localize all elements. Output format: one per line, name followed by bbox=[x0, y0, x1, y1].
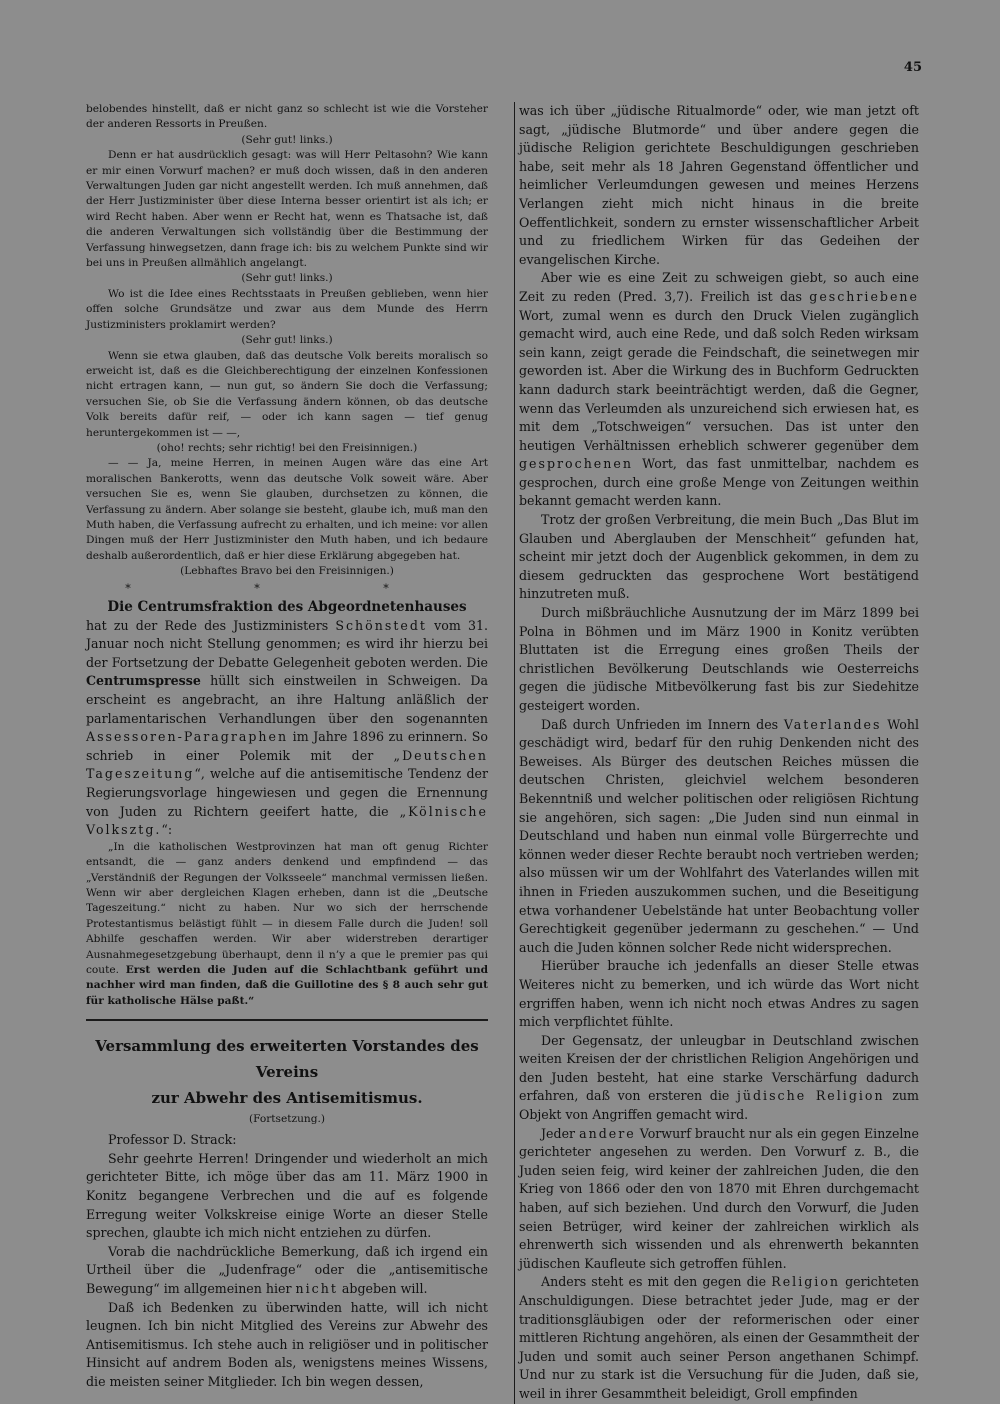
paragraph: Daß durch Unfrieden im Innern des Vaterlandes Wohl geschädigt wird, bedarf für den ruhig Denkenden nicht des Beweises. Als Bürger des deutschen Reiches müssen die deutschen Christen, gleichviel welchem besonderen Bekenntniß und welcher politischen oder religiösen Richtung sie angehören, sich sagen: „Die Juden sind nun einmal in Deutschland und haben nun einmal volle Bürgerrechte und können weder dieser Rechte beraubt noch vertrieben werden; also müssen wir um der Wohlfahrt des Vaterlandes willen mit ihnen in Frieden auszukommen suchen, und die Beseitigung etwa vorhandener Uebelstände hat unter Beobachtung voller Gerechtigkeit gegenüber jedermann zu geschehen.“ — Und auch die Juden können solcher Rede nicht widersprechen. bbox=[519, 716, 919, 955]
paragraph: was ich über „jüdische Ritualmorde“ oder, wie man jetzt oft sagt, „jüdische Blutmorde“ und über andere gegen die jüdische Religion gerichtete Beschuldigungen geschrieben habe, seit mehr als 18 Jahren Gegenstand öffentlicher und heimlicher Verleumdungen gewesen und meines Herzens Verlangen zieht mich nicht hinaus in die breite Oeffentlichkeit, sondern zu ernster wissenschaftlicher Arbeit und zu friedlichem Wirken für das Gedeihen der evangelischen Kirche. bbox=[519, 103, 919, 267]
quote: „In die katholischen Westprovinzen hat man oft genug Richter entsandt, die — ganz anders denkend und empfindend — das „Verständniß der Regungen der Volksseele“ manchmal vermissen ließen. Wenn wir aber dergleichen Klagen erheben, dann ist die „Deutsche Tageszeitung.“ nicht zu haben. Nur wo sich der herrschende Protestantismus belästigt fühlt — in diesem Falle durch die Juden! soll Abhilfe geschaffen werden. Wir aber widerstreben derartiger Ausnahmegesetzgebung überhaupt, denn il n’y a que le premier pas qui coute. Erst werden die Juden auf die Schlachtbank geführt und nachher wird man finden, daß die Guillotine des § 8 auch sehr gut für katholische Hälse paßt.“ bbox=[86, 840, 488, 1007]
paragraph: belobendes hinstellt, daß er nicht ganz so schlecht ist wie die Vorsteher der anderen Ressorts in Preußen. bbox=[86, 103, 488, 131]
paragraph: Daß ich Bedenken zu überwinden hatte, will ich nicht leugnen. Ich bin nicht Mitglied des Vereins zur Abwehr des Antisemitismus. Ich stehe auch in religiöser und in politischer Hinsicht auf andrem Boden als, wenigstens meines Wissens, die meisten seiner Mitglieder. Ich bin wegen dessen, bbox=[86, 1299, 488, 1389]
paragraph: Denn er hat ausdrücklich gesagt: was will Herr Peltasohn? Wie kann er mir einen Vorwurf machen? er muß doch wissen, daß in den anderen Verwaltungen Juden gar nicht angestellt werden. Ich muß annehmen, daß der Herr Justizminister über diese Interna besser orientirt ist als ich; er wird Recht haben. Aber wenn er Recht hat, wenn es Thatsache ist, daß die anderen Verwaltungen sich vollständig über die Bestimmung der Verfassung hinwegsetzen, dann frage ich: bis zu welchem Punkte sind wir bei uns in Preußen allmählich angelangt. bbox=[86, 149, 488, 270]
speaker: Professor D. Strack: bbox=[108, 1132, 237, 1148]
paragraph: Wenn sie etwa glauben, daß das deutsche Volk bereits moralisch so erweicht ist, daß es die Gleichberechtigung der einzelnen Konfessionen nicht ertragen kann, — nun gut, so ändern Sie doch die Verfassung; versuchen Sie, ob Sie die Verfassung ändern können, ob das deutsche Volk bereits dafür reif, — oder ich kann sagen — tief genug heruntergekommen ist — —, bbox=[86, 349, 488, 439]
reaction: (Sehr gut! links.) bbox=[241, 272, 333, 285]
paragraph: Jeder andere Vorwurf braucht nur als ein gegen Einzelne gerichteter angesehen zu werden. Den Vorwurf z. B., die Juden seien feig, wird keiner der zahlreichen Juden, die den Krieg von 1866 oder den von 1870 mit Ehren durchgemacht haben, auf sich beziehen. Und durch den Vorwurf, die Juden seien Betrüger, wird keiner der zahlreichen wirklich als ehrenwerth sich wissenden und als ehrenwerth bekannten jüdischen Kaufleute sich getroffen fühlen. bbox=[519, 1125, 919, 1271]
reaction: (Sehr gut! links.) bbox=[241, 133, 333, 146]
page-number: 45 bbox=[903, 60, 922, 75]
right-column bbox=[514, 102, 919, 1404]
paragraph: Trotz der großen Verbreitung, die mein Buch „Das Blut im Glauben und Aberglauben der Menschheit“ gefunden hat, scheint mir jetzt doch der Augenblick gekommen, in dem zu diesem gedruckten das gesprochene Wort bestätigend hinzutreten muß. bbox=[519, 512, 919, 602]
paragraph: Wo ist die Idee eines Rechtsstaats in Preußen geblieben, wenn hier offen solche Grundsätze und zwar aus dem Munde des Herrn Justizministers proklamirt werden? bbox=[86, 287, 488, 331]
reaction: (Lebhaftes Bravo bei den Freisinnigen.) bbox=[180, 565, 394, 578]
paragraph: Aber wie es eine Zeit zu schweigen giebt, so auch eine Zeit zu reden (Pred. 3,7). Freilich ist das geschriebene Wort, zumal wenn es durch den Druck Vielen zugänglich gemacht wird, auch eine Rede, und daß solch Reden wirksam sein kann, zeigt gerade die Feindschaft, die seinetwegen mir geworden ist. Aber die Wirkung des in Buchform Gedruckten kann dadurch stark beeinträchtigt werden, daß die Gegner, wenn das Verleumden als unzureichend sich erwiesen hat, es mit dem „Totschweigen“ versuchen. Das ist unter den heutigen Verhältnissen erheblich schwerer gegenüber dem gesprochenen Wort, das fast unmittelbar, nachdem es gesprochen, durch eine große Menge von Zeitungen weithin bekannt gemacht werden kann. bbox=[519, 270, 919, 509]
reaction: (oho! rechts; sehr richtig! bei den Freisinnigen.) bbox=[156, 441, 418, 454]
subheading: (Fortsetzung.) bbox=[248, 1113, 326, 1126]
separator-stars: * * * bbox=[125, 581, 449, 595]
paragraph: — — Ja, meine Herren, in meinen Augen wäre das eine Art moralischen Bankerotts, wenn das deutsche Volk soweit wäre. Aber versuchen Sie es, wenn Sie glauben, durchsetzen zu können, die Verfassung zu ändern. Aber solange sie besteht, glaube ich, muß man den Muth haben, die Verfassung aufrecht zu erhalten, und ich meine: vor allen Dingen muß der Herr Justizminister den Muth haben, und ich bedaure deshalb außerordentlich, daß er hier diese Erklärung abgegeben hat. bbox=[86, 457, 488, 562]
section-title: Die Centrumsfraktion des Abgeordnetenhauses bbox=[107, 598, 467, 615]
paragraph: Sehr geehrte Herren! Dringender und wiederholt an mich gerichteter Bitte, ich möge über das am 11. März 1900 in Konitz begangene Verbrechen und die auf es folgende Erregung weiter Volkskreise einige Worte an dieser Stelle sprechen, glaubte ich mich nicht entziehen zu dürfen. bbox=[86, 1150, 488, 1241]
paragraph: Anders steht es mit den gegen die Religion gerichteten Anschuldigungen. Diese betrachtet jeder Jude, mag er der traditionsgläubigen oder der reformerischen oder einer mittleren Richtung angehören, als einen der Gesammtheit der Juden und somit auch seiner Person angethanen Schimpf. Und nur zu stark ist die Versuchung für die Juden, daß sie, weil in ihrer Gesammtheit beleidigt, Groll empfinden bbox=[519, 1274, 919, 1401]
paragraph: Vorab die nachdrückliche Bemerkung, daß ich irgend ein Urtheil über die „Judenfrage“ oder die „antisemitische Bewegung“ im allgemeinen hier nicht abgeben will. bbox=[86, 1243, 488, 1296]
paragraph: Durch mißbräuchliche Ausnutzung der im März 1899 bei Polna in Böhmen und im März 1900 in Konitz verübten Bluttaten ist die Erregung eines großen Theils der christlichen Bevölkerung Deutschlands wie Oesterreichs gegen die jüdische Mitbevölkerung fast bis zur Siedehitze gesteigert worden. bbox=[519, 605, 919, 713]
heading: Versammlung des erweiterten Vorstandes des Vereins zur Abwehr des Antisemitismus. bbox=[95, 1037, 479, 1108]
reaction: (Sehr gut! links.) bbox=[241, 334, 333, 347]
left-column bbox=[86, 102, 488, 1392]
paragraph: Hierüber brauche ich jedenfalls an dieser Stelle etwas Weiteres nicht zu bemerken, und ich würde das Wort nicht ergriffen haben, wenn ich nicht noch etwas Andres zu sagen mich verpflichtet fühlte. bbox=[519, 958, 919, 1030]
paragraph: hat zu der Rede des Justizministers Schönstedt vom 31. Januar noch nicht Stellung genommen; es wird ihr hierzu bei der Fortsetzung der Debatte Gelegenheit geboten werden. Die Centrumspresse hüllt sich einstweilen in Schweigen. Da erscheint es angebracht, an ihre Haltung anläßlich der parlamentarischen Verhandlungen über den sogenannten Assessoren-Paragraphen im Jahre 1896 zu erinnern. So schrieb in einer Polemik mit der „Deutschen Tageszeitung“, welche auf die antisemitische Tendenz der Regierungsvorlage hingewiesen und gegen die Ernennung von Juden zu Richtern geeifert hatte, die „Kölnische Volksztg.“: bbox=[86, 617, 488, 838]
divider bbox=[86, 1019, 488, 1021]
paragraph: Der Gegensatz, der unleugbar in Deutschland zwischen weiten Kreisen der der christlichen Religion Angehörigen und den Juden besteht, hat eine starke Verschärfung dadurch erfahren, daß von ersteren die jüdische Religion zum Objekt von Angriffen gemacht wird. bbox=[519, 1032, 919, 1123]
